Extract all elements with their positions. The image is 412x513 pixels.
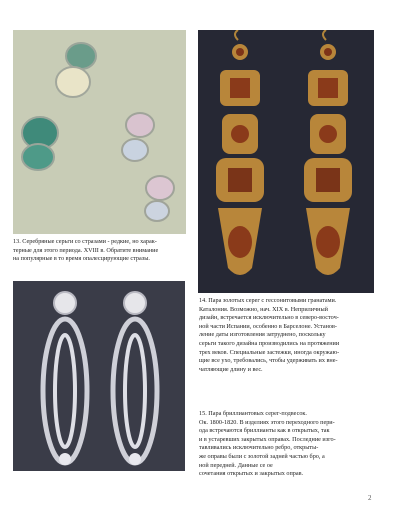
caption-line: Каталония. Возможно, нач. XIX в. Неприличный <box>199 305 328 313</box>
caption-line: чатляющие длину и вес. <box>199 365 263 373</box>
caption-line: же оправы были с золотой задней частью бро, а <box>199 452 325 460</box>
caption-line: дизайн, встречается исключительно в северо-восточ- <box>199 314 339 322</box>
page-number: 2 <box>368 494 372 502</box>
caption-line: ной передней. Данные се ое <box>199 461 273 469</box>
caption-line: 14. Пара золотых серег с гессонитовыми гранатами. <box>199 297 337 304</box>
photo-catalan-garnet-earrings <box>198 30 374 293</box>
caption-line: 13. Серебряные серьги со стразами - редкие, но харак- <box>13 238 157 245</box>
caption-line: сочетания открытых и закрытых оправ. <box>199 470 304 478</box>
caption-fig-13 <box>13 238 187 264</box>
caption-line: ода встречаются бриллианты как в открытых, так <box>199 427 330 435</box>
caption-line: терные для этого периода. XVIII в. Обратите внимание <box>13 246 159 254</box>
caption-line: тавливались исключительно ребро, открыты- <box>199 444 319 452</box>
caption-line: серьги такого дизайна производились на протяжении <box>199 339 340 347</box>
caption-line: Ок. 1800-1820. В изделиях этого переходного пери- <box>199 418 335 426</box>
photo-silver-paste-earrings <box>13 30 186 234</box>
caption-line: и в устаревших закрытых оправах. Последние изго- <box>199 435 336 443</box>
caption-line: 15. Пара бриллиантовых серег-подвесок. <box>199 410 307 417</box>
caption-line: на популярные в то время опалесцирующие стразы. <box>13 255 150 263</box>
caption-line: щие все ухо, требовались, чтобы удерживать их вне- <box>199 357 338 365</box>
photo-diamond-pendant-earrings <box>13 281 185 471</box>
caption-line: трех веков. Специальные застежки, иногда окружаю- <box>199 348 340 356</box>
caption-fig-14 <box>199 297 377 374</box>
caption-line: ной части Испании, особенно в Барселоне. Установ- <box>199 322 337 330</box>
caption-fig-15 <box>199 410 377 479</box>
caption-line: ление даты изготовления затруднено, поскольку <box>199 331 326 339</box>
